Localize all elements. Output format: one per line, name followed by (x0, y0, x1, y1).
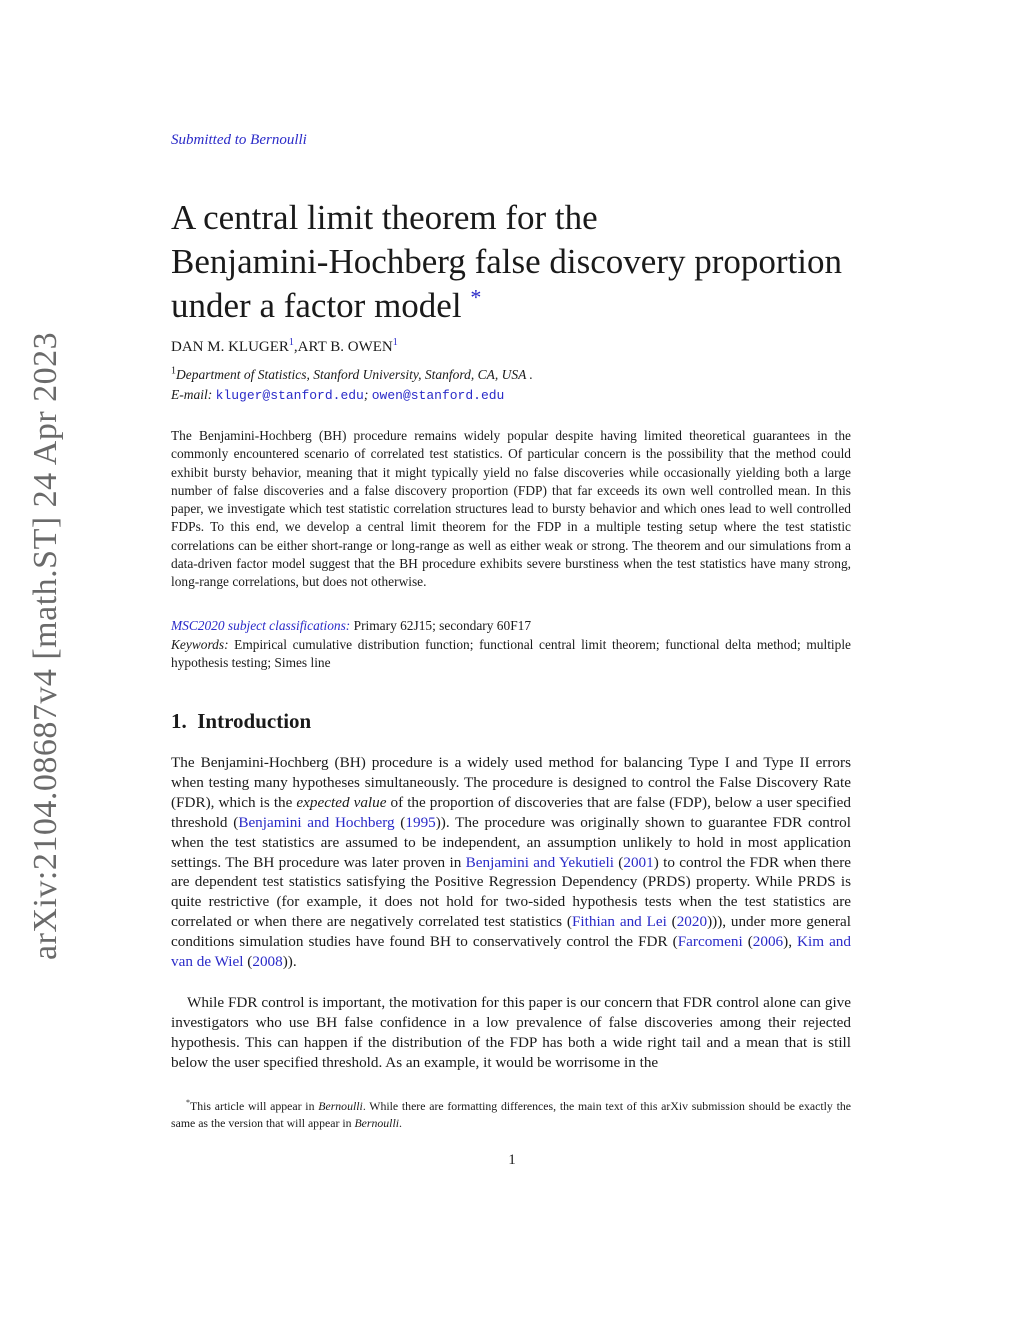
email-separator: ; (363, 387, 372, 402)
msc-link[interactable]: MSC2020 subject classifications: (171, 618, 351, 633)
emphasis-text: expected value (296, 793, 387, 811)
footnote-emphasis: Bernoulli (354, 1115, 400, 1130)
paragraph-text: ( (394, 813, 406, 831)
footnote-text: . (399, 1115, 402, 1130)
affiliation-ref-link[interactable]: 1 (392, 337, 398, 348)
citation-year-link[interactable]: 2001 (623, 853, 654, 871)
citation-link[interactable]: Farcomeni (677, 933, 743, 951)
author-name: DAN M. KLUGER (171, 339, 289, 355)
email-link[interactable]: owen@stanford.edu (371, 388, 505, 403)
paragraph-text: The Benjamini-Hochberg (BH) procedure is a widely used method for balancing Type I and Type II errors when testing many hypotheses simultaneously. The procedure is designed to control the False Discovery Rate (FDR), which is the (171, 754, 851, 811)
citation-link[interactable]: Kim and van de Wiel (171, 933, 851, 971)
affiliation-number: 1 (171, 365, 176, 377)
paragraph-text: )). (282, 953, 297, 971)
title-footnote-link[interactable]: * (470, 284, 482, 310)
section-title: Introduction (197, 709, 312, 733)
paragraph-text: ) to control the FDR when there are dependent test statistics satisfying the Positive Regression Dependency (PRDS) property. While PRDS is quite restrictive (for example, it does not hold for two-sided hypothesis tests when the test statistics are correlated or when there are negatively correlated test statistics ( (171, 853, 851, 931)
title-line-3: under a factor model (171, 286, 462, 325)
email-line (171, 387, 504, 403)
intro-paragraph-1 (171, 753, 851, 972)
journal-note-link[interactable]: Submitted to Bernoulli (171, 132, 307, 148)
paragraph-text: ( (742, 933, 753, 951)
paragraph-text: ))), under more general conditions simulation studies have found BH to conservatively control the FDR ( (171, 913, 851, 951)
footnote-text: . While there are formatting differences, the main text of this arXiv submission should be exactly the same as the version that will appear in (171, 1099, 852, 1130)
keywords-label: Keywords: (171, 637, 229, 652)
citation-year-link[interactable]: 2006 (752, 933, 784, 951)
author-list (171, 339, 398, 356)
affiliation-ref-link[interactable]: 1 (288, 337, 294, 348)
paragraph-text: ( (613, 853, 624, 871)
paper-title (171, 196, 871, 328)
footnote-text: This article will appear in (190, 1099, 319, 1113)
author-separator: , (293, 339, 298, 355)
citation-link[interactable]: Benjamini and Hochberg (238, 813, 395, 831)
paragraph-text: ), (783, 933, 798, 951)
arxiv-identifier-stamp: arXiv:2104.08687v4 [math.ST] 24 Apr 2023 (27, 331, 64, 960)
citation-link[interactable]: Fithian and Lei (571, 913, 667, 931)
paragraph-text: ( (666, 913, 677, 931)
paragraph-text: ( (243, 953, 253, 971)
title-line-1: A central limit theorem for the (171, 198, 598, 237)
citation-year-link[interactable]: 1995 (405, 813, 436, 831)
author-name: ART B. OWEN (297, 339, 393, 355)
keywords-text: Empirical cumulative distribution function; functional central limit theorem; functional delta method; multiple hypothesis testing; Simes line (171, 637, 851, 671)
affiliation (171, 367, 533, 383)
page-number: 1 (508, 1152, 516, 1168)
abstract: The Benjamini-Hochberg (BH) procedure remains widely popular despite having limited theoretical guarantees in the commonly encountered scenario of correlated test statistics. Of particular concern is the possibility that the method could exhibit bursty behavior, meaning that it might typically yield no false discoveries while occasionally yielding both a large number of false discoveries and a false discovery proportion (FDP) that far exceeds its own well controlled mean. In this paper, we investigate which test statistic correlation structures lead to bursty behavior and which ones lead to well controlled FDPs. To this end, we develop a central limit theorem for the FDP in a multiple testing setup where the test statistic correlations can be either short-range or long-range as well as either weak or strong. The theorem and our simulations from a data-driven factor model suggest that the BH procedure exhibits severe burstiness when the test statistics have many strong, long-range correlations, but does not otherwise. (171, 428, 851, 590)
footnote-emphasis: Bernoulli (318, 1099, 363, 1113)
title-line-2: Benjamini-Hochberg false discovery proportion (171, 242, 842, 281)
keywords (171, 636, 851, 673)
msc-classification (171, 617, 851, 635)
footnote-mark: * (186, 1098, 191, 1108)
affiliation-text: Department of Statistics, Stanford University, Stanford, CA, USA . (176, 367, 533, 382)
citation-year-link[interactable]: 2020 (676, 913, 708, 931)
intro-paragraph-2: While FDR control is important, the motivation for this paper is our concern that FDR control alone can give investigators who use BH false confidence in a low prevalence of false discoveries among their rejected hypothesis. This can happen if the distribution of the FDP has both a wide right tail and a mean that is still below the user specified threshold. As an example, it would be worrisome in the (171, 994, 851, 1071)
section-number: 1. (171, 709, 187, 733)
email-link[interactable]: kluger@stanford.edu (215, 388, 364, 403)
email-label: E-mail: (171, 387, 216, 402)
citation-year-link[interactable]: 2008 (252, 953, 283, 971)
paragraph-text: of the proportion of discoveries that are false (FDP), below a user specified threshold ( (171, 793, 851, 831)
section-heading (171, 709, 311, 734)
footnote (171, 1098, 851, 1131)
paragraph-text: )). The procedure was originally shown to guarantee FDR control when the test statistics are assumed to be independent, an assumption unlikely to hold in most application settings. The BH procedure was later proven in (171, 813, 851, 871)
citation-link[interactable]: Benjamini and Yekutieli (465, 853, 614, 871)
msc-text: Primary 62J15; secondary 60F17 (350, 618, 532, 633)
